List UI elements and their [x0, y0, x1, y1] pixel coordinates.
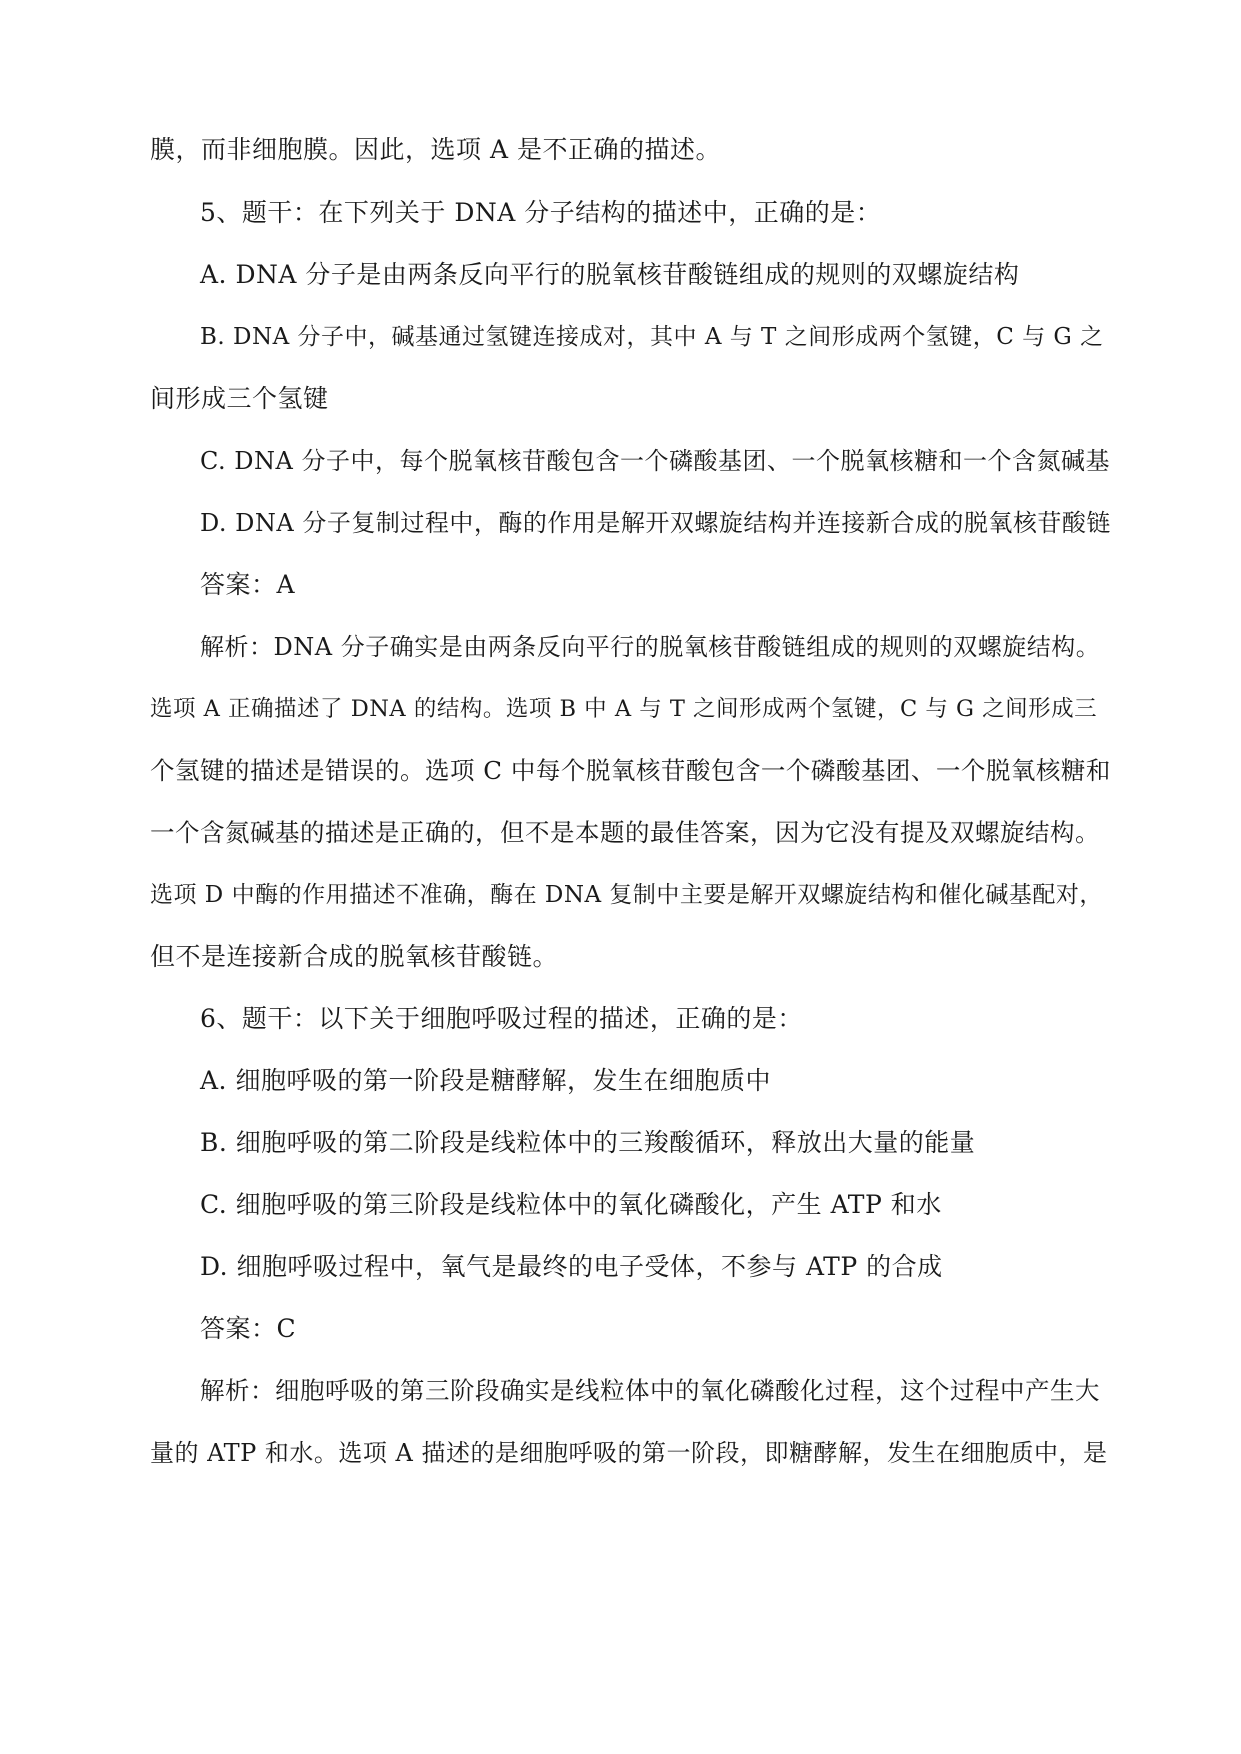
question-6-analysis: 解析：细胞呼吸的第三阶段确实是线粒体中的氧化磷酸化过程，这个过程中产生大 [200, 1376, 1100, 1405]
question-6-analysis-line-2: 量的 ATP 和水。选项 A 描述的是细胞呼吸的第一阶段，即糖酵解，发生在细胞质中，是 [150, 1439, 1108, 1467]
question-6-option-b: B. 细胞呼吸的第二阶段是线粒体中的三羧酸循环，释放出大量的能量 [200, 1128, 976, 1157]
question-5-analysis-line-2: 选项 A 正确描述了 DNA 的结构。选项 B 中 A 与 T 之间形成两个氢键，C 与 G 之间形成三 [150, 696, 1098, 722]
question-5-option-c: C. DNA 分子中，每个脱氧核苷酸包含一个磷酸基团、一个脱氧核糖和一个含氮碱基 [200, 447, 1110, 475]
question-6-option-d: D. 细胞呼吸过程中，氧气是最终的电子受体，不参与 ATP 的合成 [200, 1252, 943, 1281]
question-6-option-c: C. 细胞呼吸的第三阶段是线粒体中的氧化磷酸化，产生 ATP 和水 [200, 1190, 942, 1219]
question-5-option-d: D. DNA 分子复制过程中，酶的作用是解开双螺旋结构并连接新合成的脱氧核苷酸链 [200, 509, 1111, 537]
question-6-stem: 6、题干：以下关于细胞呼吸过程的描述，正确的是： [200, 1004, 803, 1033]
question-5-analysis-line-6: 但不是连接新合成的脱氧核苷酸链。 [150, 942, 559, 971]
text-line-continuation: 膜，而非细胞膜。因此，选项 A 是不正确的描述。 [150, 135, 721, 164]
question-5-option-b-cont: 间形成三个氢键 [150, 384, 329, 413]
question-5-analysis-line-3: 个氢键的描述是错误的。选项 C 中每个脱氧核苷酸包含一个磷酸基团、一个脱氧核糖和 [150, 756, 1111, 785]
question-5-option-b: B. DNA 分子中，碱基通过氢键连接成对，其中 A 与 T 之间形成两个氢键，C 与 G 之 [200, 324, 1104, 350]
question-5-analysis-line-4: 一个含氮碱基的描述是正确的，但不是本题的最佳答案，因为它没有提及双螺旋结构。 [150, 818, 1100, 847]
question-6-option-a: A. 细胞呼吸的第一阶段是糖酵解，发生在细胞质中 [200, 1066, 771, 1095]
question-5-analysis: 解析：DNA 分子确实是由两条反向平行的脱氧核苷酸链组成的规则的双螺旋结构。 [200, 633, 1101, 661]
question-5-option-a: A. DNA 分子是由两条反向平行的脱氧核苷酸链组成的规则的双螺旋结构 [200, 260, 1020, 289]
question-5-stem: 5、题干：在下列关于 DNA 分子结构的描述中，正确的是： [200, 198, 882, 227]
question-6-answer: 答案：C [200, 1314, 297, 1343]
question-5-answer: 答案：A [200, 570, 296, 599]
question-5-analysis-line-5: 选项 D 中酶的作用描述不准确，酶在 DNA 复制中主要是解开双螺旋结构和催化碱基配对， [150, 882, 1103, 908]
